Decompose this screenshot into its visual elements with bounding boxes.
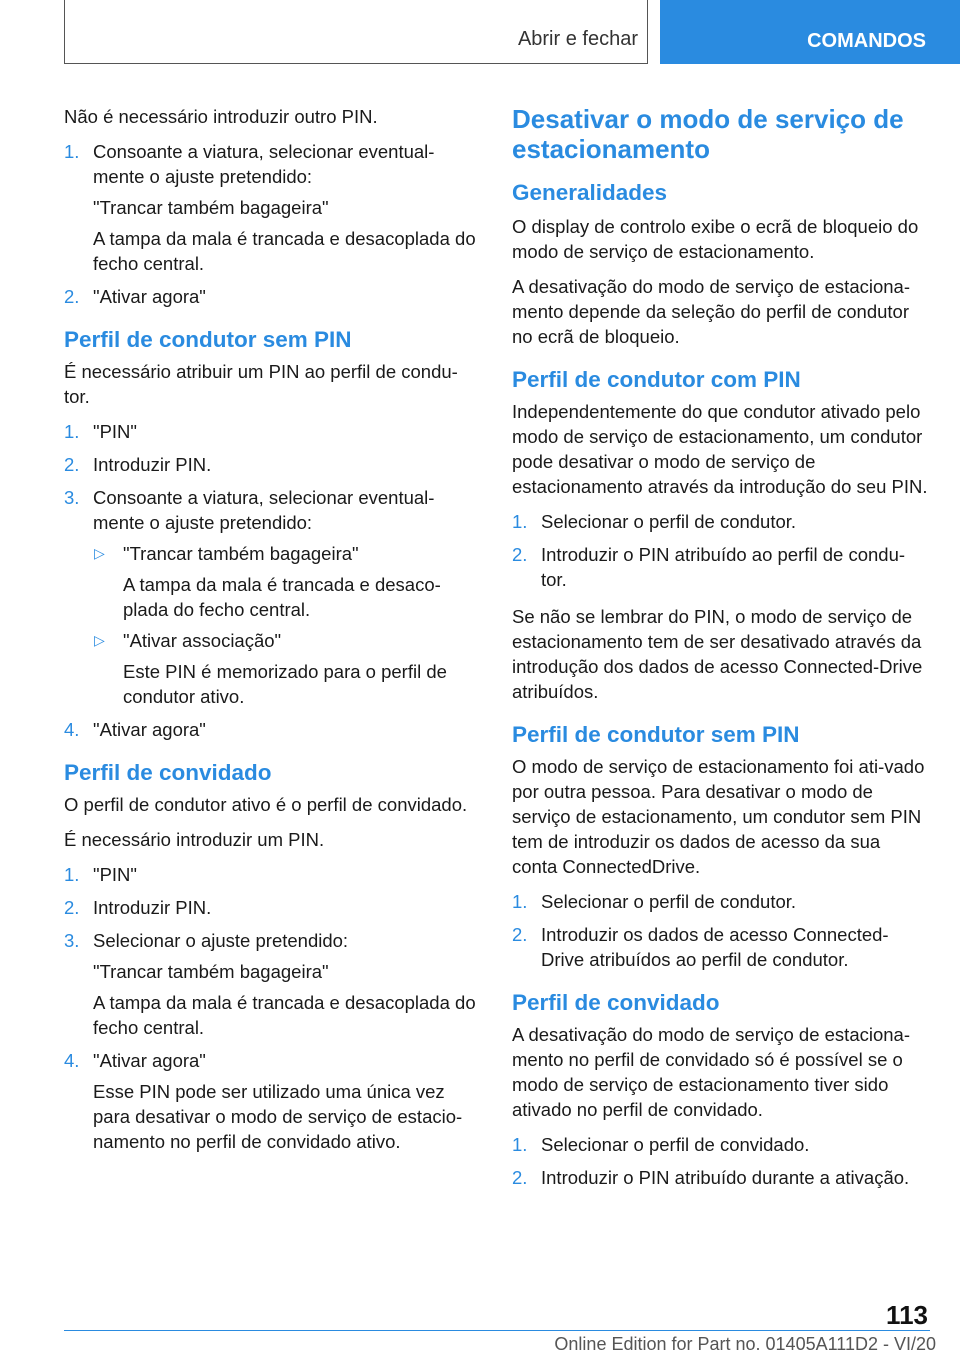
list-item bbox=[512, 889, 930, 914]
step-text: "PIN" bbox=[93, 421, 137, 442]
list-item bbox=[512, 1165, 930, 1190]
paragraph: O modo de serviço de estacionamento foi ati-vado por outra pessoa. Para desativar o modo de serviço de estacionamento, um condutor sem PIN tem de introduzir os dados de acesso da sua conta ConnectedDrive. bbox=[512, 756, 925, 877]
steps-list-3 bbox=[64, 862, 482, 1154]
step-number: 2. bbox=[512, 1167, 528, 1188]
step-number: 2. bbox=[64, 454, 80, 475]
step-number: 1. bbox=[64, 864, 80, 885]
bullet-title: "Trancar também bagageira" bbox=[123, 543, 359, 564]
step-number: 2. bbox=[512, 924, 528, 945]
paragraph: O perfil de condutor ativo é o perfil de convidado. bbox=[64, 794, 468, 815]
step-text: Esse PIN pode ser utilizado uma única vez para desativar o modo de serviço de estacio-namento no perfil de convidado ativo. bbox=[93, 1081, 463, 1152]
step-text: Selecionar o perfil de convidado. bbox=[541, 1134, 810, 1155]
step-text: Consoante a viatura, selecionar eventual-mente o ajuste pretendido: bbox=[93, 141, 435, 187]
heading-driver-without-pin: Perfil de condutor sem PIN bbox=[512, 722, 800, 747]
step-number: 2. bbox=[64, 897, 80, 918]
step-number: 1. bbox=[512, 1134, 528, 1155]
footer-edition-text: Online Edition for Part no. 01405A111D2 - VI/20 bbox=[554, 1334, 936, 1354]
bullet-item bbox=[93, 628, 482, 709]
list-item bbox=[64, 895, 482, 920]
paragraph: É necessário atribuir um PIN ao perfil de condu-tor. bbox=[64, 361, 458, 407]
list-item bbox=[64, 139, 482, 276]
step-text: Introduzir os dados de acesso Connected-Drive atribuídos ao perfil de condutor. bbox=[541, 924, 889, 970]
header-section-title: Abrir e fechar bbox=[517, 28, 638, 50]
step-number: 4. bbox=[64, 1050, 80, 1071]
list-item bbox=[512, 542, 930, 592]
heading-driver-with-pin: Perfil de condutor com PIN bbox=[512, 367, 801, 392]
step-text: Selecionar o perfil de condutor. bbox=[541, 891, 797, 912]
page-number: 113 bbox=[886, 1300, 928, 1330]
step-text: "Trancar também bagageira" bbox=[93, 961, 329, 982]
heading-guest-profile: Perfil de convidado bbox=[64, 760, 272, 785]
triangle-bullet-icon: ▷ bbox=[94, 632, 105, 648]
step-number: 2. bbox=[64, 286, 80, 307]
step-number: 1. bbox=[64, 421, 80, 442]
intro-text: Não é necessário introduzir outro PIN. bbox=[64, 106, 378, 127]
list-item bbox=[64, 485, 482, 709]
footer-divider bbox=[64, 1330, 930, 1331]
header-chapter-tab: COMANDOS bbox=[660, 0, 960, 64]
paragraph: Se não se lembrar do PIN, o modo de serviço de estacionamento tem de ser desativado através da introdução dos dados de acesso Connected-Drive atribuídos. bbox=[512, 606, 923, 702]
list-item bbox=[64, 717, 482, 742]
list-item bbox=[64, 862, 482, 887]
steps-list-with-pin bbox=[512, 509, 930, 592]
paragraph: A desativação do modo de serviço de estaciona-mento depende da seleção do perfil de condutor no ecrã de bloqueio. bbox=[512, 276, 910, 347]
step-text: A tampa da mala é trancada e desacoplada do fecho central. bbox=[93, 992, 476, 1038]
step-number: 2. bbox=[512, 544, 528, 565]
main-heading: Desativar o modo de serviço de estacionamento bbox=[512, 104, 904, 164]
list-item bbox=[512, 922, 930, 972]
option-bullets bbox=[93, 541, 482, 709]
list-item bbox=[64, 1048, 482, 1154]
steps-list-1 bbox=[64, 139, 482, 309]
bullet-desc: A tampa da mala é trancada e desaco-plada do fecho central. bbox=[123, 574, 441, 620]
step-text: "Trancar também bagageira" bbox=[93, 197, 329, 218]
step-number: 1. bbox=[64, 141, 80, 162]
heading-guest-profile: Perfil de convidado bbox=[512, 990, 720, 1015]
heading-general: Generalidades bbox=[512, 180, 668, 205]
step-number: 4. bbox=[64, 719, 80, 740]
step-text: A tampa da mala é trancada e desacoplada do fecho central. bbox=[93, 228, 476, 274]
step-text: Introduzir PIN. bbox=[93, 897, 212, 918]
step-text: Consoante a viatura, selecionar eventual-mente o ajuste pretendido: bbox=[93, 487, 435, 533]
bullet-item bbox=[93, 541, 482, 622]
list-item bbox=[64, 928, 482, 1040]
step-number: 3. bbox=[64, 487, 80, 508]
list-item bbox=[64, 419, 482, 444]
right-column bbox=[512, 104, 930, 1202]
step-number: 1. bbox=[512, 891, 528, 912]
step-text: Selecionar o ajuste pretendido: bbox=[93, 930, 349, 951]
list-item bbox=[512, 1132, 930, 1157]
step-text: "Ativar agora" bbox=[93, 286, 206, 307]
steps-list-without-pin bbox=[512, 889, 930, 972]
list-item bbox=[64, 452, 482, 477]
step-text: Introduzir o PIN atribuído durante a ativação. bbox=[541, 1167, 910, 1188]
step-number: 3. bbox=[64, 930, 80, 951]
step-text: Selecionar o perfil de condutor. bbox=[541, 511, 797, 532]
bullet-title: "Ativar associação" bbox=[123, 630, 282, 651]
steps-list-2 bbox=[64, 419, 482, 742]
step-text: "Ativar agora" bbox=[93, 1050, 206, 1071]
heading-driver-without-pin: Perfil de condutor sem PIN bbox=[64, 327, 352, 352]
step-text: "Ativar agora" bbox=[93, 719, 206, 740]
step-number: 1. bbox=[512, 511, 528, 532]
triangle-bullet-icon: ▷ bbox=[94, 545, 105, 561]
bullet-desc: Este PIN é memorizado para o perfil de condutor ativo. bbox=[123, 661, 447, 707]
paragraph: O display de controlo exibe o ecrã de bloqueio do modo de serviço de estacionamento. bbox=[512, 216, 919, 262]
paragraph: A desativação do modo de serviço de estaciona-mento no perfil de convidado só é possível se o modo de serviço de estacionamento tiver sido ativado no perfil de convidado. bbox=[512, 1024, 910, 1120]
steps-list-guest bbox=[512, 1132, 930, 1190]
paragraph: É necessário introduzir um PIN. bbox=[64, 829, 325, 850]
step-text: "PIN" bbox=[93, 864, 137, 885]
list-item bbox=[64, 284, 482, 309]
left-column bbox=[64, 104, 482, 1166]
step-text: Introduzir PIN. bbox=[93, 454, 212, 475]
step-text: Introduzir o PIN atribuído ao perfil de condu-tor. bbox=[541, 544, 906, 590]
paragraph: Independentemente do que condutor ativado pelo modo de serviço de estacionamento, um condutor pode desativar o modo de serviço de estacionamento através da introdução do seu PIN. bbox=[512, 401, 928, 497]
list-item bbox=[512, 509, 930, 534]
